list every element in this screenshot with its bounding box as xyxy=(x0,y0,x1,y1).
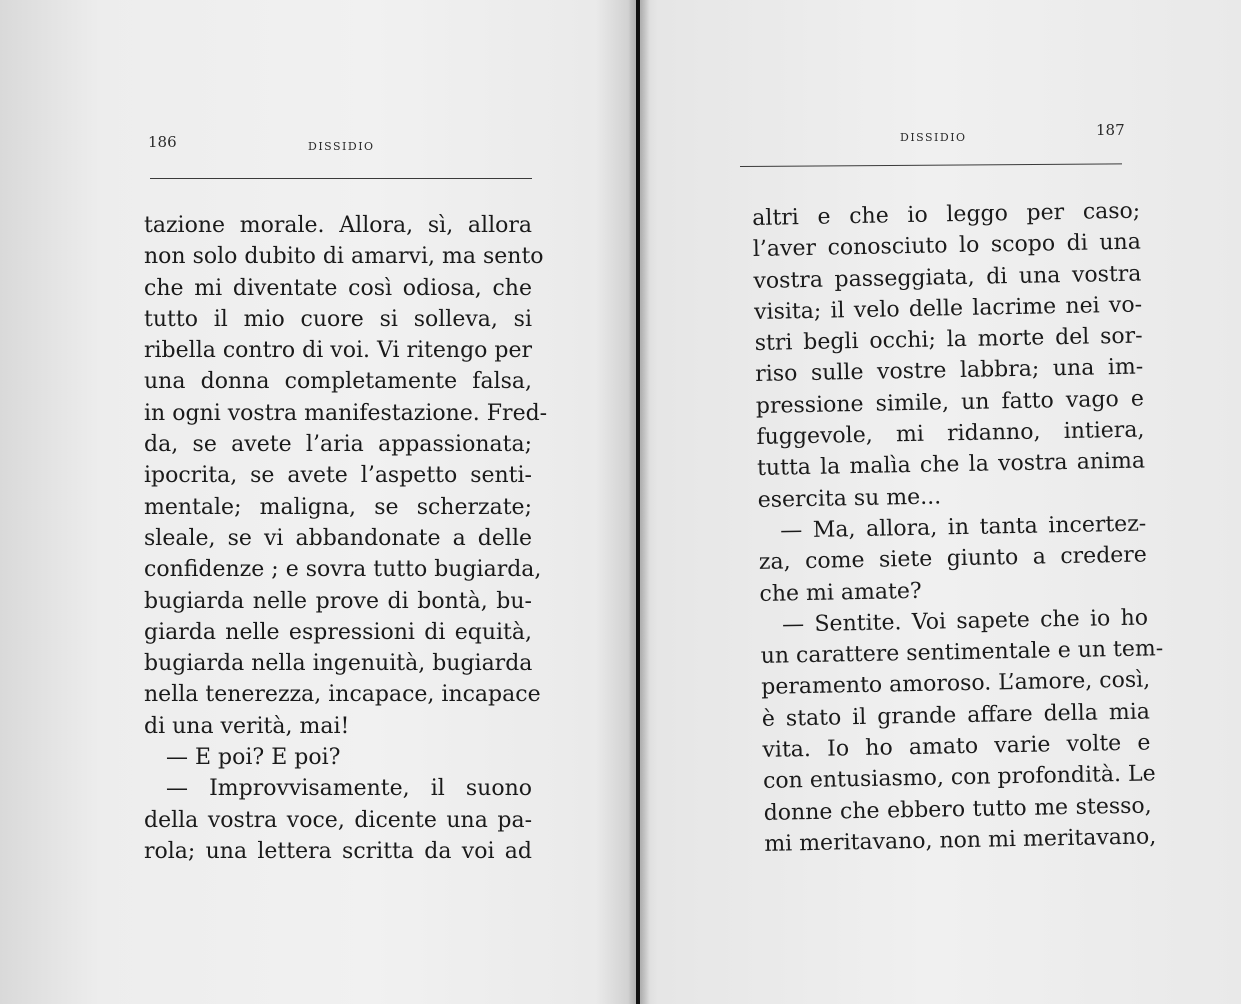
text-line: della vostra voce, dicente una pa- xyxy=(144,807,532,833)
text-line: non solo dubito di amarvi, ma sento xyxy=(144,244,544,270)
header-rule xyxy=(150,178,532,179)
book-gutter xyxy=(636,0,640,1004)
text-line: di una verità, mai! xyxy=(144,713,350,739)
page-number: 186 xyxy=(148,133,177,151)
text-line: stri begli occhi; la morte del sor- xyxy=(754,323,1143,357)
text-line: una donna completamente falsa, xyxy=(144,369,532,395)
text-line: ribella contro di voi. Vi ritengo per xyxy=(144,338,533,364)
text-line: da, se avete l’aria appassionata; xyxy=(144,432,532,458)
text-line: tutto il mio cuore si solleva, si xyxy=(144,306,532,332)
text-line: bugiarda nelle prove di bontà, bu- xyxy=(144,588,532,614)
text-line: esercita su me... xyxy=(757,484,942,513)
text-line: tutta la malìa che la vostra anima xyxy=(756,448,1146,482)
text-line: peramento amoroso. L’amore, così, xyxy=(761,667,1151,701)
text-line: riso sulle vostre labbra; una im- xyxy=(755,355,1144,388)
text-line: ipocrita, se avete l’aspetto senti- xyxy=(144,463,532,489)
text-line: tazione morale. Allora, sì, allora xyxy=(144,213,532,238)
text-line: donne che ebbero tutto me stesso, xyxy=(763,793,1152,826)
header-rule xyxy=(740,163,1122,167)
page-body xyxy=(752,196,1164,861)
text-line: con entusiasmo, con profondità. Le xyxy=(762,761,1156,795)
text-line: — Sentite. Voi sapete che io ho xyxy=(781,605,1149,638)
text-line: giarda nelle espressioni di equità, xyxy=(144,619,532,645)
text-line: fuggevole, mi ridanno, intiera, xyxy=(756,417,1145,451)
running-head: DISSIDIO xyxy=(308,140,375,153)
text-line: visita; il velo delle lacrime nei vo- xyxy=(753,292,1143,325)
text-line: è stato il grande affare della mia xyxy=(761,699,1151,732)
text-line: che mi amate? xyxy=(759,578,922,607)
text-line: che mi diventate così odiosa, che xyxy=(144,275,532,301)
text-line: pressione simile, un fatto vago e xyxy=(755,386,1145,419)
page-number: 187 xyxy=(1096,121,1125,139)
running-head: DISSIDIO xyxy=(900,131,967,144)
text-line: — Ma, allora, in tanta incertez- xyxy=(780,511,1147,544)
text-line: mi meritavano, non mi meritavano, xyxy=(764,824,1157,857)
text-line: mentale; maligna, se scherzate; xyxy=(144,494,532,520)
text-line: l’aver conosciuto lo scopo di una xyxy=(752,229,1142,263)
text-line: in ogni vostra manifestazione. Fred- xyxy=(144,400,548,426)
text-line: confidenze ; e sovra tutto bugiarda, xyxy=(144,557,542,583)
text-line: sleale, se vi abbandonate a delle xyxy=(144,525,532,551)
text-line: altri e che io leggo per caso; xyxy=(752,198,1141,231)
text-line: bugiarda nella ingenuità, bugiarda xyxy=(144,651,533,677)
text-line: rola; una lettera scritta da voi ad xyxy=(144,838,532,864)
text-line: nella tenerezza, incapace, incapace xyxy=(144,682,541,708)
text-line: vita. Io ho amato varie volte e xyxy=(762,730,1151,763)
text-line: vostra passeggiata, di una vostra xyxy=(753,261,1142,294)
page-body xyxy=(144,210,548,867)
text-line: un carattere sentimentale e un tem- xyxy=(760,636,1164,670)
text-line: za, come siete giunto a credere xyxy=(758,542,1148,576)
right-page xyxy=(642,0,1241,1004)
text-line: — E poi? E poi? xyxy=(166,745,341,771)
text-line: — Improvvisamente, il suono xyxy=(166,776,532,802)
